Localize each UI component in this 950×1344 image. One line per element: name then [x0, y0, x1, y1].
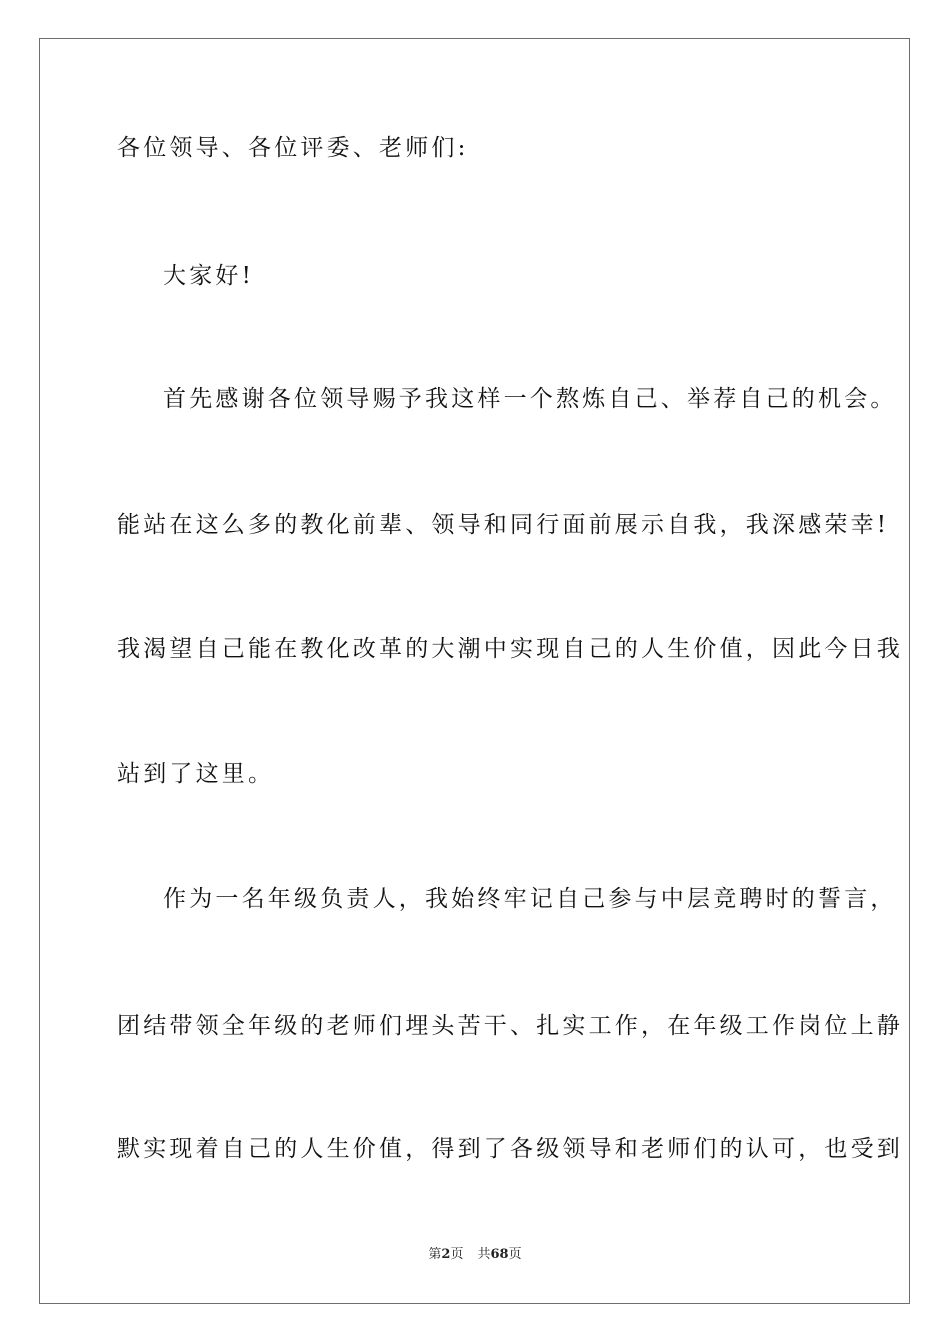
footer-total-suffix: 页: [508, 1247, 522, 1262]
salutation-line: 各位领导、各位评委、老师们:: [117, 135, 469, 161]
page-border: [39, 38, 910, 1304]
body-line-5: 作为一名年级负责人，我始终牢记自己参与中层竞聘时的誓言，: [163, 886, 897, 912]
footer-total-prefix: 共: [477, 1247, 491, 1262]
body-line-6: 团结带领全年级的老师们埋头苦干、扎实工作，在年级工作岗位上静: [117, 1013, 903, 1039]
footer-total-pages: 68: [490, 1247, 509, 1262]
footer-page-prefix: 第: [428, 1247, 442, 1262]
body-line-3: 我渴望自己能在教化改革的大潮中实现自己的人生价值，因此今日我: [117, 636, 903, 662]
body-line-7: 默实现着自己的人生价值，得到了各级领导和老师们的认可，也受到: [117, 1136, 903, 1162]
greeting-line: 大家好!: [163, 263, 255, 289]
footer-page-suffix: 页: [450, 1247, 464, 1262]
page-footer: [0, 1246, 950, 1264]
footer-page-number: 2: [441, 1247, 451, 1262]
body-line-2: 能站在这么多的教化前辈、领导和同行面前展示自我，我深感荣幸!: [117, 512, 890, 538]
body-line-4: 站到了这里。: [117, 761, 275, 787]
body-line-1: 首先感谢各位领导赐予我这样一个熬炼自己、举荐自己的机会。: [163, 386, 897, 412]
